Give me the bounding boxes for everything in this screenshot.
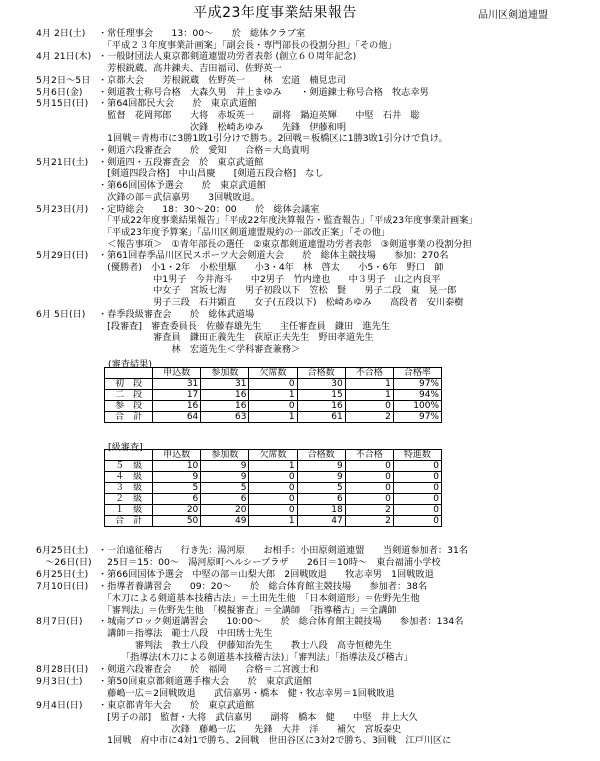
event-text: 「指導法(木刀による剣道基本技稽古法)」「審判法」「指導法及び稽古」: [98, 652, 413, 664]
event-date: 9月3日(土): [36, 675, 83, 687]
table-cell: 5: [297, 483, 345, 494]
event-text: ・定時総会 18：30～20：00 於 総体会議室: [98, 203, 320, 215]
kyu-table-caption: [級審査]: [108, 442, 143, 453]
dan-results-table: [104, 367, 442, 423]
event-date: 7月10日(日): [36, 580, 89, 592]
table-cell: 0: [393, 472, 441, 483]
row-label: 初 段: [105, 379, 153, 390]
table-cell: 1: [345, 379, 393, 390]
column-header: 合格数: [297, 368, 345, 379]
table-cell: 0: [393, 494, 441, 505]
event-text: 1回戦＝青梅市に3勝1敗1引分けで勝ち。2回戦＝板橋区に1勝3敗1引分けで負け。: [98, 133, 448, 145]
column-header: 申込数: [153, 368, 201, 379]
table-cell: 0: [345, 483, 393, 494]
event-date: 5月29日(日): [36, 250, 89, 262]
event-text: 次鋒の部＝武信嘉男 3回戦敗退。: [98, 191, 261, 203]
table-cell: 0: [249, 472, 297, 483]
table-cell: 0: [249, 494, 297, 505]
table-cell: 100%: [393, 401, 441, 412]
table-row: [105, 401, 442, 412]
event-date: 4月 21日(木): [36, 51, 92, 63]
event-date: 5月2日～5日: [36, 74, 91, 86]
row-label: 二 段: [105, 390, 153, 401]
event-text: 「平成２３年度事業計画案」「副会長・専門部長の役割分担」「その他」: [98, 39, 397, 51]
table-cell: 16: [297, 401, 345, 412]
dan-table-caption: (審査結果): [108, 359, 152, 370]
table-cell: 5: [153, 483, 201, 494]
event-text: 中女子 宮坂七海 男子初段以下 笠松 賢 男子二段 東 晃一郎: [98, 285, 457, 297]
event-text: ・剣道教士称号合格 大森久男 井上まゆみ ・剣道錬士称号合格 牧志幸男: [98, 86, 429, 98]
row-label: ４ 級: [105, 472, 153, 483]
event-text: 林 宏道先生＜学科審査兼務＞: [98, 343, 301, 355]
table-cell: 0: [345, 401, 393, 412]
event-text: [段審査] 審査委員長 佐藤春雄先生 主任審査員 鎌田 進先生: [98, 320, 390, 332]
column-header: 不合格: [345, 450, 393, 461]
table-cell: 5: [201, 483, 249, 494]
table-cell: 64: [153, 412, 201, 423]
event-date: 5月23日(月): [36, 203, 89, 215]
table-cell: 9: [153, 472, 201, 483]
event-text: ・第64回都民大会 於 東京武道館: [98, 98, 257, 110]
table-cell: 10: [153, 461, 201, 472]
event-text: 藤嶋一広＝2回戦敗退 武信嘉男・橋本 健・牧志幸男＝1回戦敗退: [98, 687, 395, 699]
row-label: 参 段: [105, 401, 153, 412]
table-cell: 50: [153, 516, 201, 527]
event-text: ・第66回国体予選会 中堅の部＝山梨大郎 2回戦敗退 牧志幸男 1回戦敗退: [98, 568, 434, 580]
event-text: [剣道四段合格] 中山昌慶 [剣道五段合格] なし: [98, 168, 324, 180]
event-text: 講師＝指導法 範士八段 中田琇士先生: [98, 628, 273, 640]
table-cell: 31: [153, 379, 201, 390]
kyu-results-table: [104, 449, 442, 527]
event-text: 「木刀による剣道基本技稽古法」＝土田先生他 「日本剣道形」＝佐野先生他: [98, 592, 420, 604]
table-cell: 16: [153, 401, 201, 412]
table-cell: 0: [393, 505, 441, 516]
table-cell: 2: [345, 516, 393, 527]
event-text: 芳根鋭蔵、高井錬夫、吉田福司、佐野英一: [98, 63, 282, 75]
column-header: 欠席数: [249, 450, 297, 461]
table-cell: 2: [345, 505, 393, 516]
table-cell: 17: [153, 390, 201, 401]
event-date: 6月25日(土): [36, 545, 89, 556]
column-header: 参加数: [201, 450, 249, 461]
table-cell: 9: [297, 472, 345, 483]
event-text: 「平成22年度事業結果報告」「平成22年度決算報告・監査報告」「平成23年度事業計画案」: [98, 215, 478, 227]
table-cell: 1: [249, 412, 297, 423]
column-header: 参加数: [201, 368, 249, 379]
event-text: 「審判法」＝佐野先生他 「模擬審査」＝全講師 「指導稽古」＝全講師: [98, 604, 397, 616]
table-cell: 15: [297, 390, 345, 401]
column-header: 不合格: [345, 368, 393, 379]
event-text: ・剣道四・五段審査会 於 東京武道館: [98, 156, 264, 168]
event-date: 6月25日(土): [36, 568, 89, 580]
event-text: ・第61回春季品川区民スポーツ大会剣道大会 於 総体主競技場 参加：270名: [98, 250, 449, 262]
table-cell: 20: [201, 505, 249, 516]
row-label: ３ 級: [105, 483, 153, 494]
event-text: [男子の部] 監督・大将 武信嘉男 副将 橋本 健 中堅 井上大久: [98, 711, 418, 723]
table-cell: 0: [345, 472, 393, 483]
event-text: 次鋒 藤嶋一広 先鋒 大井 洋 補欠 宮坂泰史: [98, 723, 402, 735]
table-cell: 97%: [393, 412, 441, 423]
event-date: 8月28日(日): [36, 664, 89, 675]
event-text: ・城南ブロック剣道講習会 10:00～ 於 総合体育館主競技場 参加者：134名: [98, 616, 464, 628]
table-cell: 0: [393, 461, 441, 472]
column-header: 特進数: [393, 450, 441, 461]
table-cell: 0: [249, 401, 297, 412]
table-cell: 9: [201, 472, 249, 483]
table-cell: 20: [153, 505, 201, 516]
event-text: ・一般財団法人東京都剣道連盟功労者表彰 (創立６０周年記念): [98, 51, 357, 63]
table-cell: 0: [249, 379, 297, 390]
event-date: 4月 2日(土): [36, 28, 86, 39]
table-cell: 30: [297, 379, 345, 390]
table-cell: 49: [201, 516, 249, 527]
event-text: ・京都大会 芳根鋭蔵 佐野英一 林 宏道 楠見忠司: [98, 74, 347, 86]
table-cell: 9: [297, 461, 345, 472]
table-cell: 1: [249, 390, 297, 401]
event-text: 1回戦 府中市に4対1で勝ち、2回戦 世田谷区に3対2で勝ち、3回戦 江戸川区に: [98, 735, 452, 747]
row-label: １ 級: [105, 505, 153, 516]
event-text: 中1男子 今井海斗 中2男子 竹内達也 中３男子 山之内良平: [98, 273, 441, 285]
column-header: [105, 368, 153, 379]
event-text: 次鋒 松崎あゆみ 先鋒 伊藤和明: [98, 121, 347, 133]
organization-name: 品川区剣道連盟: [478, 10, 548, 21]
column-header: 欠席数: [249, 368, 297, 379]
table-cell: 63: [201, 412, 249, 423]
event-text: ・春季段級審査会 於 総体武道場: [98, 308, 255, 320]
event-text: 25日＝15：00～ 湯河原町ヘルシープラザ 26日＝10時～ 東台福浦小学校: [98, 556, 441, 568]
table-cell: 0: [249, 505, 297, 516]
table-cell: 61: [297, 412, 345, 423]
row-label: ２ 級: [105, 494, 153, 505]
table-cell: 0: [393, 483, 441, 494]
event-text: ・剣道六段審査会 於 福岡 合格＝二宮渡士和: [98, 664, 319, 675]
table-row: [105, 379, 442, 390]
event-text: 審判法 教士八段 伊藤知治先生 教士八段 高寺恒穂先生: [98, 640, 392, 652]
table-cell: 0: [249, 483, 297, 494]
table-cell: 94%: [393, 390, 441, 401]
table-cell: 0: [345, 461, 393, 472]
row-label: 合 計: [105, 412, 153, 423]
table-cell: 47: [297, 516, 345, 527]
table-cell: 16: [201, 401, 249, 412]
column-header: 合格数: [297, 450, 345, 461]
table-row: [105, 412, 442, 423]
event-text: 「平成23年度予算案」「品川区剣道連盟規約の一部改正案」「その他」: [98, 226, 390, 238]
event-text: ・一泊遠征稽古 行き先：湯河原 お相手：小田原剣道連盟 当剣道参加者：31名: [98, 545, 469, 556]
table-cell: 31: [201, 379, 249, 390]
event-text: ・第66回国体予選会 於 東京武道館: [98, 180, 266, 192]
event-text: ・常任理事会 13：00～ 於 総体クラブ室: [98, 28, 306, 39]
table-row: [105, 390, 442, 401]
row-label: 合 計: [105, 516, 153, 527]
event-text: ・第50回東京都剣道選手権大会 於 東京武道館: [98, 675, 312, 687]
event-date: 6月 5日(日): [36, 308, 86, 320]
table-cell: 6: [153, 494, 201, 505]
event-date: 5月6日(金): [36, 86, 83, 98]
column-header: [105, 450, 153, 461]
event-text: ・指導者養講習会 09：20～ 於 総合体育館主競技場 参加者：38名: [98, 580, 428, 592]
event-text: 男子三段 石井顕直 女子(五段以下) 松崎あゆみ 高段者 安川泰樹: [98, 297, 464, 309]
table-row: [105, 516, 442, 527]
page-title: 平成23年度事業結果報告: [193, 5, 357, 21]
event-text: 監督 花岡邦郎 大将 赤坂英一 副将 鍋迫英輝 中堅 石井 聡: [98, 109, 420, 121]
table-row: [105, 494, 442, 505]
event-date: ～26日(日): [36, 556, 92, 568]
table-row: [105, 483, 442, 494]
table-cell: 6: [297, 494, 345, 505]
event-date: 9月4日(日): [36, 699, 83, 711]
column-header: 合格率: [393, 368, 441, 379]
event-text: ・東京都青年大会 於 東京武道館: [98, 699, 255, 711]
table-row: [105, 505, 442, 516]
event-text: ・剣道六段審査会 於 愛知 合格＝大島貴明: [98, 145, 310, 156]
event-text: (優勝者) 小1・2年 小松里駆 小3・4年 林 啓太 小5・6年 野口 師: [98, 262, 444, 273]
table-cell: 6: [201, 494, 249, 505]
event-text: 審査員 鎌田正義先生 荻原正夫先生 野田孝道先生: [98, 332, 374, 344]
table-row: [105, 461, 442, 472]
event-date: 8月7日(日): [36, 616, 83, 628]
row-label: ５ 級: [105, 461, 153, 472]
table-cell: 0: [345, 494, 393, 505]
table-cell: 9: [201, 461, 249, 472]
column-header: 申込数: [153, 450, 201, 461]
table-row: [105, 472, 442, 483]
table-cell: 16: [201, 390, 249, 401]
table-cell: 2: [345, 412, 393, 423]
event-date: 5月15日(日): [36, 98, 89, 110]
table-cell: 1: [249, 461, 297, 472]
table-cell: 0: [393, 516, 441, 527]
event-text: ＜報告事項＞ ①青年部長の選任 ②東京都剣道連盟功労者表彰 ③剣道事業の役割分担: [98, 238, 472, 250]
event-date: 5月21日(土): [36, 156, 89, 168]
table-cell: 18: [297, 505, 345, 516]
table-cell: 1: [249, 516, 297, 527]
table-cell: 1: [345, 390, 393, 401]
table-cell: 97%: [393, 379, 441, 390]
